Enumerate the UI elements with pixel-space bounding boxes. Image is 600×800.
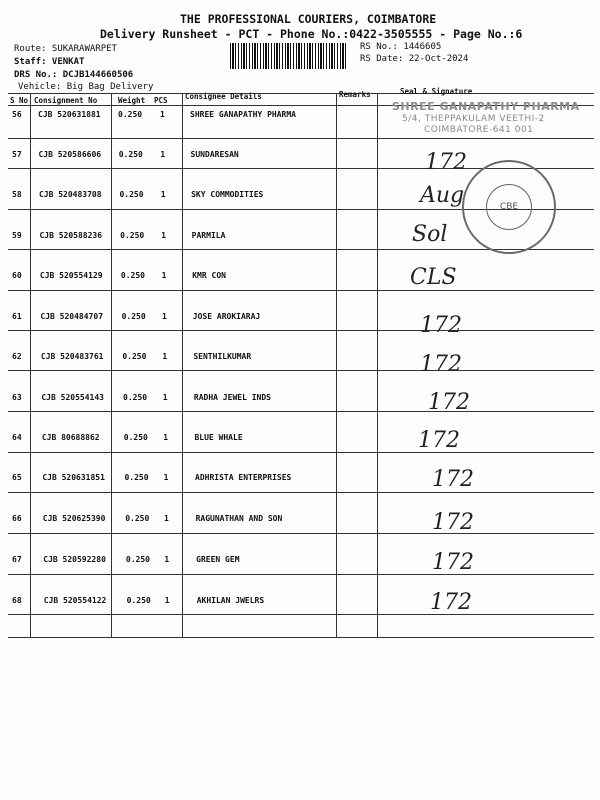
col-consignee: Consignee Details <box>185 92 262 101</box>
row-consignee: JOSE AROKIARAJ <box>192 312 261 321</box>
col-consignment: Consignment No <box>34 96 98 105</box>
staff-label: Staff: VENKAT <box>14 57 85 67</box>
row-pcs: 1 <box>162 312 167 321</box>
row-consignment-no: CJB 520586606 <box>38 150 102 159</box>
row-consignee: RADHA JEWEL INDS <box>193 393 271 402</box>
row-pcs: 1 <box>163 473 169 482</box>
handwritten-signature: 172 <box>425 150 467 175</box>
row-consignee: SENTHILKUMAR <box>193 352 252 361</box>
runsheet-title: Delivery Runsheet - PCT - Phone No.:0422-3505555 - Page No.:6 <box>100 27 523 41</box>
row-consignee: PARMILA <box>191 231 226 240</box>
row-consignment-no: CJB 520631881 <box>38 110 101 119</box>
drs-number: DRS No.: DCJB144660506 <box>14 70 134 80</box>
row-pcs: 1 <box>161 271 167 280</box>
sky-commodities-seal <box>462 160 556 254</box>
row-sno: 65 <box>12 473 22 482</box>
row-sno: 57 <box>12 150 22 159</box>
handwritten-signature: 172 <box>432 550 474 575</box>
row-divider <box>8 637 594 638</box>
row-consignment-no: CJB 520625390 <box>42 514 106 523</box>
row-sno: 64 <box>12 433 22 442</box>
row-sno: 58 <box>12 190 22 199</box>
row-consignee: AKHILAN JWELRS <box>196 596 265 605</box>
handwritten-signature: 172 <box>418 428 460 453</box>
row-sno: 56 <box>12 110 22 119</box>
row-weight: 0.250 <box>123 433 148 442</box>
row-pcs: 1 <box>162 352 168 361</box>
row-consignment-no: CJB 520588236 <box>39 231 103 240</box>
row-consignment-no: CJB 520483708 <box>38 190 102 199</box>
handwritten-signature: Aug <box>420 183 465 208</box>
row-sno: 59 <box>12 231 22 240</box>
row-pcs: 1 <box>164 596 170 605</box>
row-pcs: 1 <box>164 555 170 564</box>
row-weight: 0.250 <box>121 312 146 321</box>
row-divider <box>8 138 594 139</box>
row-weight: 0.250 <box>120 231 145 240</box>
row-sno: 66 <box>12 514 22 523</box>
row-divider <box>8 574 594 575</box>
row-divider <box>8 370 594 371</box>
row-consignee: SKY COMMODITIES <box>191 190 264 199</box>
row-divider <box>8 492 594 493</box>
row-consignee: SHREE GANAPATHY PHARMA <box>190 110 296 119</box>
row-pcs: 1 <box>160 110 165 119</box>
row-consignee: RAGUNATHAN AND SON <box>195 514 283 523</box>
row-consignment-no: CJB 520483761 <box>40 352 104 361</box>
row-consignment-no: CJB 520484707 <box>40 312 104 321</box>
row-pcs: 1 <box>163 433 169 442</box>
row-weight: 0.250 <box>125 514 150 523</box>
row-sno: 67 <box>12 555 22 564</box>
handwritten-signature: 172 <box>432 510 474 535</box>
handwritten-signature: CLS <box>410 265 457 290</box>
pharma-stamp-line2: 5/4, THEPPAKULAM VEETHI-2 <box>402 114 545 124</box>
row-sno: 62 <box>12 352 22 361</box>
col-pcs: PCS <box>154 96 168 105</box>
row-consignee: KMR CON <box>192 271 226 280</box>
handwritten-signature: 172 <box>428 390 470 415</box>
col-weight: Weight <box>118 96 146 105</box>
route-label: Route: SUKARAWARPET <box>14 44 117 54</box>
row-consignment-no: CJB 520554122 <box>43 596 107 605</box>
company-title: THE PROFESSIONAL COURIERS, COIMBATORE <box>180 12 437 26</box>
row-weight: 0.250 <box>118 110 143 119</box>
row-weight: 0.250 <box>124 473 149 482</box>
row-weight: 0.250 <box>120 271 145 280</box>
row-sno: 68 <box>12 596 22 605</box>
pharma-stamp-line3: COIMBATORE-641 001 <box>424 125 534 135</box>
handwritten-signature: Sol <box>412 222 448 247</box>
row-pcs: 1 <box>160 150 166 159</box>
row-weight: 0.250 <box>126 596 151 605</box>
row-consignee: GREEN GEM <box>196 555 240 564</box>
row-divider <box>8 290 594 291</box>
row-consignee: ADHRISTA ENTERPRISES <box>195 473 292 482</box>
vehicle-label: Vehicle: Big Bag Delivery <box>18 82 154 92</box>
handwritten-signature: 172 <box>432 467 474 492</box>
pharma-stamp-line1: SHREE GANAPATHY PHARMA <box>392 100 580 113</box>
rs-number: RS No.: 1446605 <box>360 42 442 52</box>
handwritten-signature: 172 <box>420 352 462 377</box>
row-weight: 0.250 <box>118 150 143 159</box>
row-pcs: 1 <box>160 190 166 199</box>
row-consignment-no: CJB 520554129 <box>39 271 103 280</box>
row-consignment-no: CJB 520631851 <box>42 473 105 482</box>
row-pcs: 1 <box>162 393 168 402</box>
col-remarks: Remarks <box>339 90 371 99</box>
row-weight: 0.250 <box>125 555 150 564</box>
barcode <box>230 43 348 69</box>
row-consignment-no: CJB 80688862 <box>41 433 100 442</box>
col-sno: S No <box>10 96 29 105</box>
row-divider <box>8 452 594 453</box>
rs-date: RS Date: 22-Oct-2024 <box>360 54 469 64</box>
handwritten-signature: 172 <box>420 313 462 338</box>
row-pcs: 1 <box>164 514 169 523</box>
row-consignee: BLUE WHALE <box>194 433 243 442</box>
row-weight: 0.250 <box>119 190 144 199</box>
row-pcs: 1 <box>161 231 167 240</box>
col-seal-signature: Seal & Signature <box>400 87 473 96</box>
row-consignment-no: CJB 520554143 <box>41 393 104 402</box>
row-consignee: SUNDARESAN <box>190 150 239 159</box>
handwritten-signature: 172 <box>430 590 472 615</box>
row-divider <box>8 411 594 412</box>
row-divider <box>8 614 594 615</box>
row-divider <box>8 533 594 534</box>
row-weight: 0.250 <box>123 393 148 402</box>
row-divider <box>8 330 594 331</box>
row-sno: 60 <box>12 271 22 280</box>
row-sno: 63 <box>12 393 22 402</box>
row-consignment-no: CJB 520592280 <box>43 555 106 564</box>
seal-center: CBE <box>486 184 532 230</box>
row-sno: 61 <box>12 312 22 321</box>
row-weight: 0.250 <box>122 352 147 361</box>
